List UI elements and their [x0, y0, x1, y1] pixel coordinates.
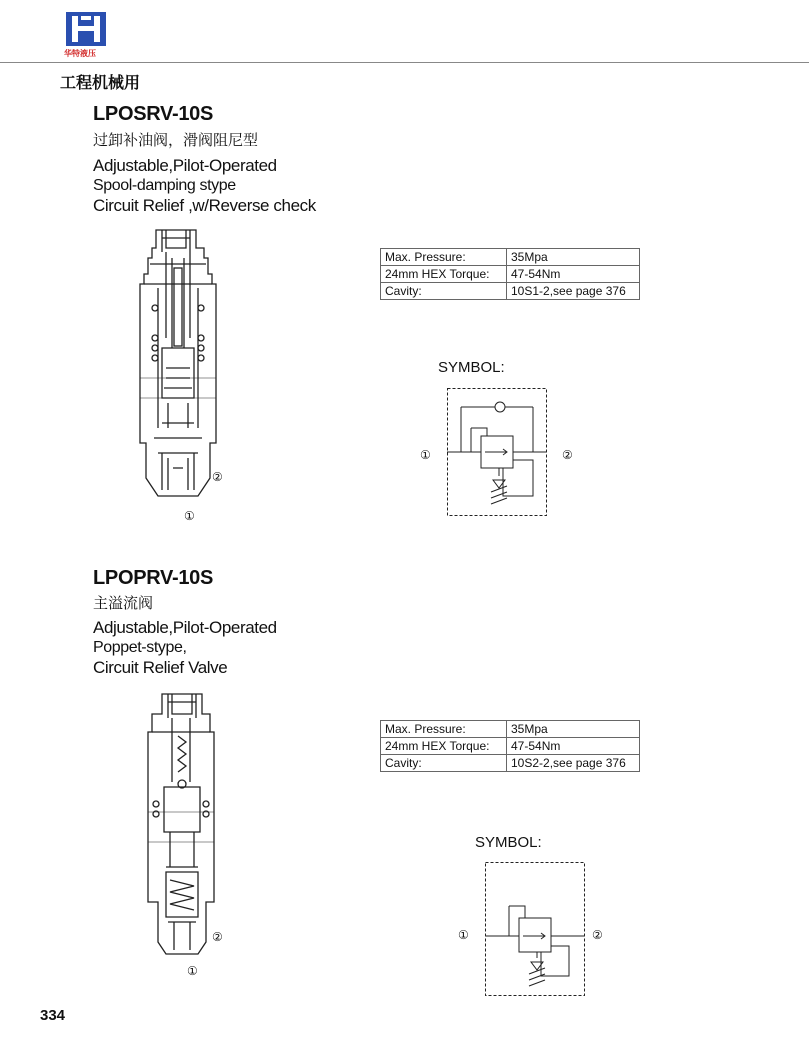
model-title: LPOSRV-10S [93, 103, 214, 125]
spec-value: 10S2-2,see page 376 [507, 755, 640, 772]
spec-key: Cavity: [381, 755, 507, 772]
category-title: 工程机械用 [60, 75, 141, 92]
spec-value: 35Mpa [507, 721, 640, 738]
table-row [381, 755, 640, 772]
symbol-port-2: ② [562, 448, 573, 462]
page-number: 334 [40, 1007, 66, 1024]
spec-table [380, 248, 640, 300]
description-line: Adjustable,Pilot-Operated [93, 156, 277, 175]
description-line: Circuit Relief Valve [93, 658, 228, 677]
symbol-label: SYMBOL: [438, 359, 505, 376]
spec-value: 47-54Nm [507, 738, 640, 755]
spec-key: 24mm HEX Torque: [381, 266, 507, 283]
spec-key: Max. Pressure: [381, 721, 507, 738]
description-line: Adjustable,Pilot-Operated [93, 618, 277, 637]
spec-key: Max. Pressure: [381, 249, 507, 266]
port-1-label: ① [184, 509, 195, 523]
model-title: LPOPRV-10S [93, 567, 214, 589]
description-line: Spool-damping stype [93, 177, 236, 194]
table-row [381, 283, 640, 300]
header-rule [0, 62, 809, 63]
description-line: Poppet-stype, [93, 639, 187, 656]
model-name-cn: 过卸补油阀，滑阀阻尼型 [93, 132, 259, 149]
hydraulic-symbol [447, 388, 547, 516]
spec-value: 35Mpa [507, 249, 640, 266]
port-2-label: ② [212, 470, 223, 484]
hydraulic-symbol [485, 862, 585, 996]
spec-key: 24mm HEX Torque: [381, 738, 507, 755]
logo-text: 华特液压 [64, 49, 96, 58]
port-1-label: ① [187, 964, 198, 978]
model-name-cn: 主溢流阀 [93, 595, 154, 612]
symbol-port-2: ② [592, 928, 603, 942]
spec-table [380, 720, 640, 772]
spec-key: Cavity: [381, 283, 507, 300]
table-row [381, 721, 640, 738]
company-logo [64, 10, 108, 48]
symbol-label: SYMBOL: [475, 834, 542, 851]
table-row [381, 738, 640, 755]
spec-value: 47-54Nm [507, 266, 640, 283]
model-description [93, 156, 316, 216]
description-line: Circuit Relief ,w/Reverse check [93, 196, 316, 215]
table-row [381, 266, 640, 283]
model-description [93, 618, 277, 678]
symbol-port-1: ① [420, 448, 431, 462]
port-2-label: ② [212, 930, 223, 944]
table-row [381, 249, 640, 266]
symbol-port-1: ① [458, 928, 469, 942]
spec-value: 10S1-2,see page 376 [507, 283, 640, 300]
